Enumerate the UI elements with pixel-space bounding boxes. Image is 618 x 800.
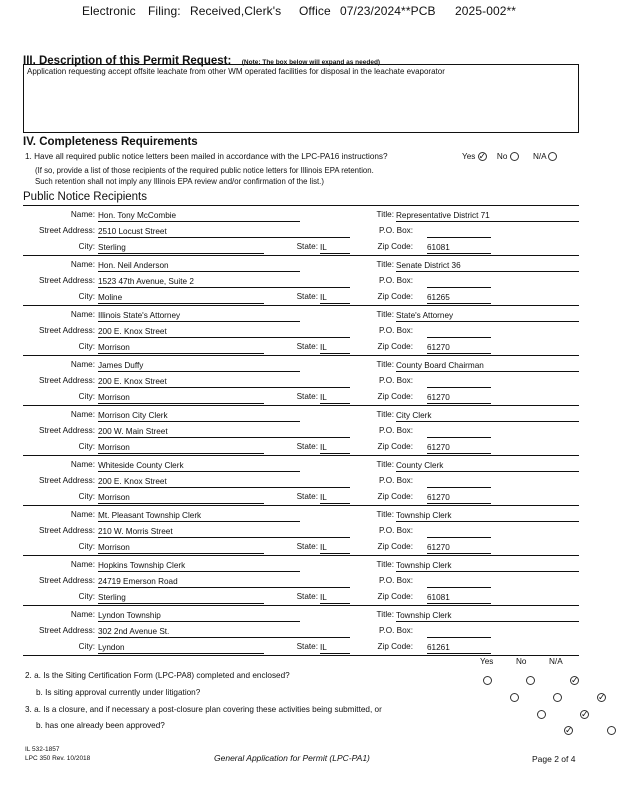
footer-form-title: General Application for Permit (LPC-PA1) — [214, 753, 370, 763]
col-yes-header: Yes — [480, 657, 494, 666]
zip-label: Zip Code: — [377, 242, 413, 251]
zip-field[interactable]: 61270 — [427, 392, 491, 404]
street-field[interactable]: 2510 Locust Street — [98, 226, 350, 238]
q2b-na-radio[interactable] — [597, 693, 606, 702]
city-field[interactable]: Morrison — [98, 342, 264, 354]
title-field[interactable]: Township Clerk — [396, 610, 579, 622]
state-label: State: — [296, 442, 318, 451]
header-electronic: Electronic — [82, 4, 136, 18]
name-field[interactable]: Whiteside County Clerk — [98, 460, 300, 472]
pobox-field[interactable] — [427, 526, 491, 538]
city-label: City: — [78, 442, 95, 451]
name-field[interactable]: Hopkins Township Clerk — [98, 560, 300, 572]
q1-note-line1: (If so, provide a list of those recipients of the required public notice letters for Illinois EPA retention. — [35, 166, 374, 175]
state-field[interactable]: IL — [320, 642, 350, 654]
section4-title: IV. Completeness Requirements — [23, 136, 198, 148]
q1-na-label: N/A — [532, 152, 547, 161]
state-label: State: — [296, 242, 318, 251]
street-label: Street Address: — [39, 626, 95, 635]
zip-field[interactable]: 61081 — [427, 592, 491, 604]
state-field[interactable]: IL — [320, 542, 350, 554]
section3-title: III. Description of this Permit Request: — [23, 55, 232, 67]
state-label: State: — [296, 342, 318, 351]
pobox-field[interactable] — [427, 576, 491, 588]
q1-yes-radio[interactable] — [478, 152, 487, 161]
street-field[interactable]: 1523 47th Avenue, Suite 2 — [98, 276, 350, 288]
section3-note: (Note: The box below will expand as needed) — [241, 59, 381, 66]
state-field[interactable]: IL — [320, 292, 350, 304]
state-label: State: — [296, 592, 318, 601]
zip-label: Zip Code: — [377, 492, 413, 501]
state-field[interactable]: IL — [320, 592, 350, 604]
city-field[interactable]: Morrison — [98, 442, 264, 454]
name-label: Name: — [70, 460, 95, 469]
q2a-yes-radio[interactable] — [483, 676, 492, 685]
title-label: Title: — [376, 260, 394, 269]
zip-field[interactable]: 61270 — [427, 342, 491, 354]
q1-yes-label: Yes — [462, 152, 476, 161]
zip-label: Zip Code: — [377, 342, 413, 351]
pobox-label: P.O. Box: — [379, 376, 413, 385]
street-field[interactable]: 200 E. Knox Street — [98, 376, 350, 388]
zip-field[interactable]: 61270 — [427, 492, 491, 504]
recipient-record — [23, 555, 579, 605]
zip-label: Zip Code: — [377, 642, 413, 651]
footer-id2: LPC 350 Rev. 10/2018 — [25, 755, 91, 762]
name-field[interactable]: Morrison City Clerk — [98, 410, 300, 422]
city-label: City: — [78, 292, 95, 301]
name-label: Name: — [70, 560, 95, 569]
zip-label: Zip Code: — [377, 442, 413, 451]
header-received: Received,Clerk's — [190, 4, 282, 18]
street-label: Street Address: — [39, 376, 95, 385]
city-label: City: — [78, 392, 95, 401]
street-field[interactable]: 200 W. Main Street — [98, 426, 350, 438]
pobox-label: P.O. Box: — [379, 576, 413, 585]
title-label: Title: — [376, 310, 394, 319]
recipients-bottom-rule — [23, 655, 579, 656]
street-label: Street Address: — [39, 576, 95, 585]
pobox-field[interactable] — [427, 626, 491, 638]
state-field[interactable]: IL — [320, 342, 350, 354]
title-label: Title: — [376, 610, 394, 619]
recipient-record — [23, 505, 579, 555]
name-field[interactable]: Hon. Neil Anderson — [98, 260, 300, 272]
state-field[interactable]: IL — [320, 392, 350, 404]
city-field[interactable]: Moline — [98, 292, 264, 304]
pobox-label: P.O. Box: — [379, 626, 413, 635]
title-field[interactable]: Township Clerk — [396, 510, 579, 522]
q2a-no-radio[interactable] — [526, 676, 535, 685]
title-field[interactable]: County Clerk — [396, 460, 579, 472]
q1-options — [462, 152, 557, 161]
q2b-text: b. Is siting approval currently under litigation? — [36, 688, 201, 697]
header-office: Office — [299, 4, 331, 18]
q3b-yes-radio[interactable] — [564, 726, 573, 735]
street-label: Street Address: — [39, 226, 95, 235]
name-label: Name: — [70, 360, 95, 369]
pobox-label: P.O. Box: — [379, 526, 413, 535]
header-filing: Filing: — [148, 4, 181, 18]
q1-na-radio[interactable] — [548, 152, 557, 161]
q3a-no-radio[interactable] — [580, 710, 589, 719]
state-label: State: — [296, 292, 318, 301]
title-field[interactable]: State's Attorney — [396, 310, 579, 322]
pobox-label: P.O. Box: — [379, 226, 413, 235]
title-label: Title: — [376, 560, 394, 569]
zip-field[interactable]: 61265 — [427, 292, 491, 304]
name-label: Name: — [70, 410, 95, 419]
state-label: State: — [296, 542, 318, 551]
street-label: Street Address: — [39, 476, 95, 485]
footer-id1: IL 532-1857 — [25, 746, 60, 753]
q2b-yes-radio[interactable] — [510, 693, 519, 702]
zip-label: Zip Code: — [377, 392, 413, 401]
description-text: Application requesting accept offsite leachate from other WM operated facilities for disposal in the leachate evaporator — [27, 67, 445, 76]
city-label: City: — [78, 242, 95, 251]
state-label: State: — [296, 642, 318, 651]
pobox-field[interactable] — [427, 226, 491, 238]
q3b-no-radio[interactable] — [607, 726, 616, 735]
name-label: Name: — [70, 510, 95, 519]
pobox-field[interactable] — [427, 326, 491, 338]
zip-field[interactable]: 61270 — [427, 542, 491, 554]
header-date: 07/23/2024**PCB — [340, 4, 436, 18]
pobox-field[interactable] — [427, 276, 491, 288]
street-field[interactable]: 200 E. Knox Street — [98, 326, 350, 338]
zip-label: Zip Code: — [377, 542, 413, 551]
street-label: Street Address: — [39, 526, 95, 535]
q1-no-label: No — [496, 152, 508, 161]
title-field[interactable]: City Clerk — [396, 410, 579, 422]
title-field[interactable]: Senate District 36 — [396, 260, 579, 272]
recipient-record — [23, 355, 579, 405]
pobox-label: P.O. Box: — [379, 326, 413, 335]
title-field[interactable]: Township Clerk — [396, 560, 579, 572]
recipient-record — [23, 405, 579, 455]
zip-field[interactable]: 61261 — [427, 642, 491, 654]
pobox-field[interactable] — [427, 376, 491, 388]
name-label: Name: — [70, 260, 95, 269]
state-field[interactable]: IL — [320, 442, 350, 454]
city-label: City: — [78, 592, 95, 601]
city-label: City: — [78, 542, 95, 551]
title-label: Title: — [376, 210, 394, 219]
footer-page: Page 2 of 4 — [532, 754, 576, 764]
recipient-record — [23, 255, 579, 305]
city-field[interactable]: Sterling — [98, 242, 264, 254]
street-label: Street Address: — [39, 426, 95, 435]
q3b-text: b. has one already been approved? — [36, 721, 165, 730]
zip-field[interactable]: 61081 — [427, 242, 491, 254]
street-field[interactable]: 24719 Emerson Road — [98, 576, 350, 588]
q1-note-line2: Such retention shall not imply any Illinois EPA review and/or confirmation of the list.) — [35, 177, 324, 186]
q2a-na-radio[interactable] — [570, 676, 579, 685]
city-field[interactable]: Lyndon — [98, 642, 264, 654]
state-label: State: — [296, 492, 318, 501]
zip-field[interactable]: 61270 — [427, 442, 491, 454]
q3a-text: 3. a. Is a closure, and if necessary a post-closure plan covering these activities being submitted, or — [25, 705, 382, 714]
col-na-header: N/A — [549, 657, 563, 666]
pobox-label: P.O. Box: — [379, 276, 413, 285]
state-label: State: — [296, 392, 318, 401]
recipient-record — [23, 605, 579, 655]
name-field[interactable]: Hon. Tony McCombie — [98, 210, 300, 222]
title-label: Title: — [376, 410, 394, 419]
recipients-title: Public Notice Recipients — [23, 191, 148, 203]
title-label: Title: — [376, 460, 394, 469]
recipient-record — [23, 205, 579, 255]
street-label: Street Address: — [39, 326, 95, 335]
title-field[interactable]: Representative District 71 — [396, 210, 579, 222]
q1-text: 1. Have all required public notice letters been mailed in accordance with the LPC-PA16 instructions? — [25, 152, 388, 161]
col-no-header: No — [516, 657, 527, 666]
zip-label: Zip Code: — [377, 592, 413, 601]
city-label: City: — [78, 642, 95, 651]
pobox-field[interactable] — [427, 476, 491, 488]
street-field[interactable]: 210 W. Morris Street — [98, 526, 350, 538]
zip-label: Zip Code: — [377, 292, 413, 301]
street-label: Street Address: — [39, 276, 95, 285]
pobox-label: P.O. Box: — [379, 476, 413, 485]
city-field[interactable]: Morrison — [98, 492, 264, 504]
street-field[interactable]: 200 E. Knox Street — [98, 476, 350, 488]
city-field[interactable]: Morrison — [98, 542, 264, 554]
city-label: City: — [78, 492, 95, 501]
recipient-record — [23, 305, 579, 355]
city-label: City: — [78, 342, 95, 351]
pobox-field[interactable] — [427, 426, 491, 438]
q1-no-radio[interactable] — [510, 152, 519, 161]
name-label: Name: — [70, 210, 95, 219]
pobox-label: P.O. Box: — [379, 426, 413, 435]
name-field[interactable]: Mt. Pleasant Township Clerk — [98, 510, 300, 522]
title-field[interactable]: County Board Chairman — [396, 360, 579, 372]
state-field[interactable]: IL — [320, 242, 350, 254]
description-box[interactable] — [23, 64, 579, 133]
name-label: Name: — [70, 310, 95, 319]
city-field[interactable]: Morrison — [98, 392, 264, 404]
title-label: Title: — [376, 360, 394, 369]
city-field[interactable]: Sterling — [98, 592, 264, 604]
street-field[interactable]: 302 2nd Avenue St. — [98, 626, 350, 638]
name-field[interactable]: Illinois State's Attorney — [98, 310, 300, 322]
name-field[interactable]: Lyndon Township — [98, 610, 300, 622]
header-case: 2025-002** — [455, 4, 517, 18]
q3a-yes-radio[interactable] — [537, 710, 546, 719]
name-field[interactable]: James Duffy — [98, 360, 300, 372]
name-label: Name: — [70, 610, 95, 619]
recipient-record — [23, 455, 579, 505]
q2b-no-radio[interactable] — [553, 693, 562, 702]
title-label: Title: — [376, 510, 394, 519]
q2a-text: 2. a. Is the Siting Certification Form (LPC-PA8) completed and enclosed? — [25, 671, 290, 680]
state-field[interactable]: IL — [320, 492, 350, 504]
